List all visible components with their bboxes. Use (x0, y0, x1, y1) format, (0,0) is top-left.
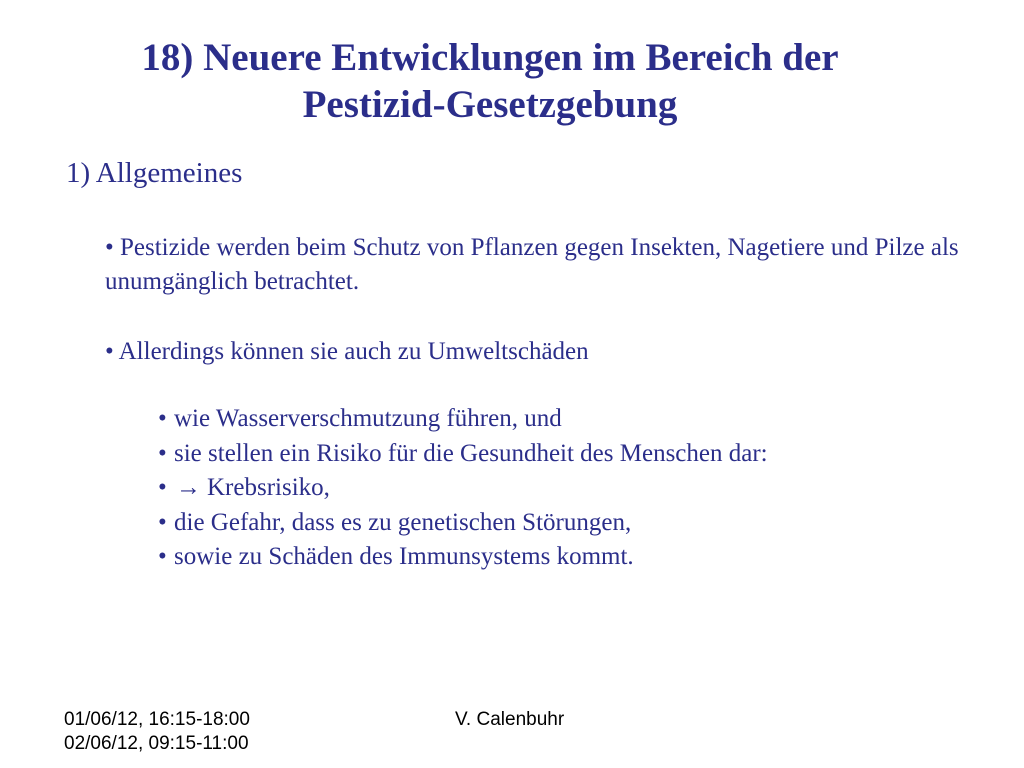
bullet-icon: • (158, 508, 167, 536)
slide-title (40, 34, 940, 128)
bullet-pestizide: • Pestizide werden beim Schutz von Pflanzen gegen Insekten, Nagetiere und Pilze als unumgänglich betrachtet. (105, 234, 959, 295)
footer-date-line-1: 01/06/12, 16:15-18:00 (64, 709, 250, 730)
bullet-icon: • (158, 543, 167, 570)
section-heading: 1) Allgemeines (66, 157, 243, 189)
arrow-right-icon: → (176, 474, 201, 501)
sub-bullet-item (158, 437, 768, 472)
bullet-allerdings: • Allerdings können sie auch zu Umweltschäden (105, 338, 589, 365)
slide-title-line-2: Pestizid-Gesetzgebung (302, 83, 678, 126)
sub-bullet-text: Krebsrisiko, (207, 474, 330, 501)
footer-author: V. Calenbuhr (455, 709, 565, 730)
sub-bullet-text: sowie zu Schäden des Immunsystems kommt. (174, 543, 634, 570)
sub-bullet-text: wie Wasserverschmutzung führen, und (174, 405, 562, 432)
bullet-icon: • (158, 439, 167, 467)
bullet-icon: • (158, 474, 167, 501)
slide-title-line-1: 18) Neuere Entwicklungen im Bereich der (141, 36, 839, 79)
sub-bullet-text: die Gefahr, dass es zu genetischen Störungen, (174, 508, 632, 536)
sub-bullet-item (158, 402, 768, 437)
sub-bullet-item (158, 471, 768, 506)
sub-bullet-text: sie stellen ein Risiko für die Gesundheit des Menschen dar: (174, 439, 768, 467)
sub-bullet-item (158, 540, 768, 575)
footer-date (64, 708, 250, 756)
footer-date-line-2: 02/06/12, 09:15-11:00 (64, 733, 249, 754)
sub-bullet-list (158, 402, 768, 575)
sub-bullet-item (158, 506, 768, 541)
bullet-icon: • (158, 405, 167, 432)
